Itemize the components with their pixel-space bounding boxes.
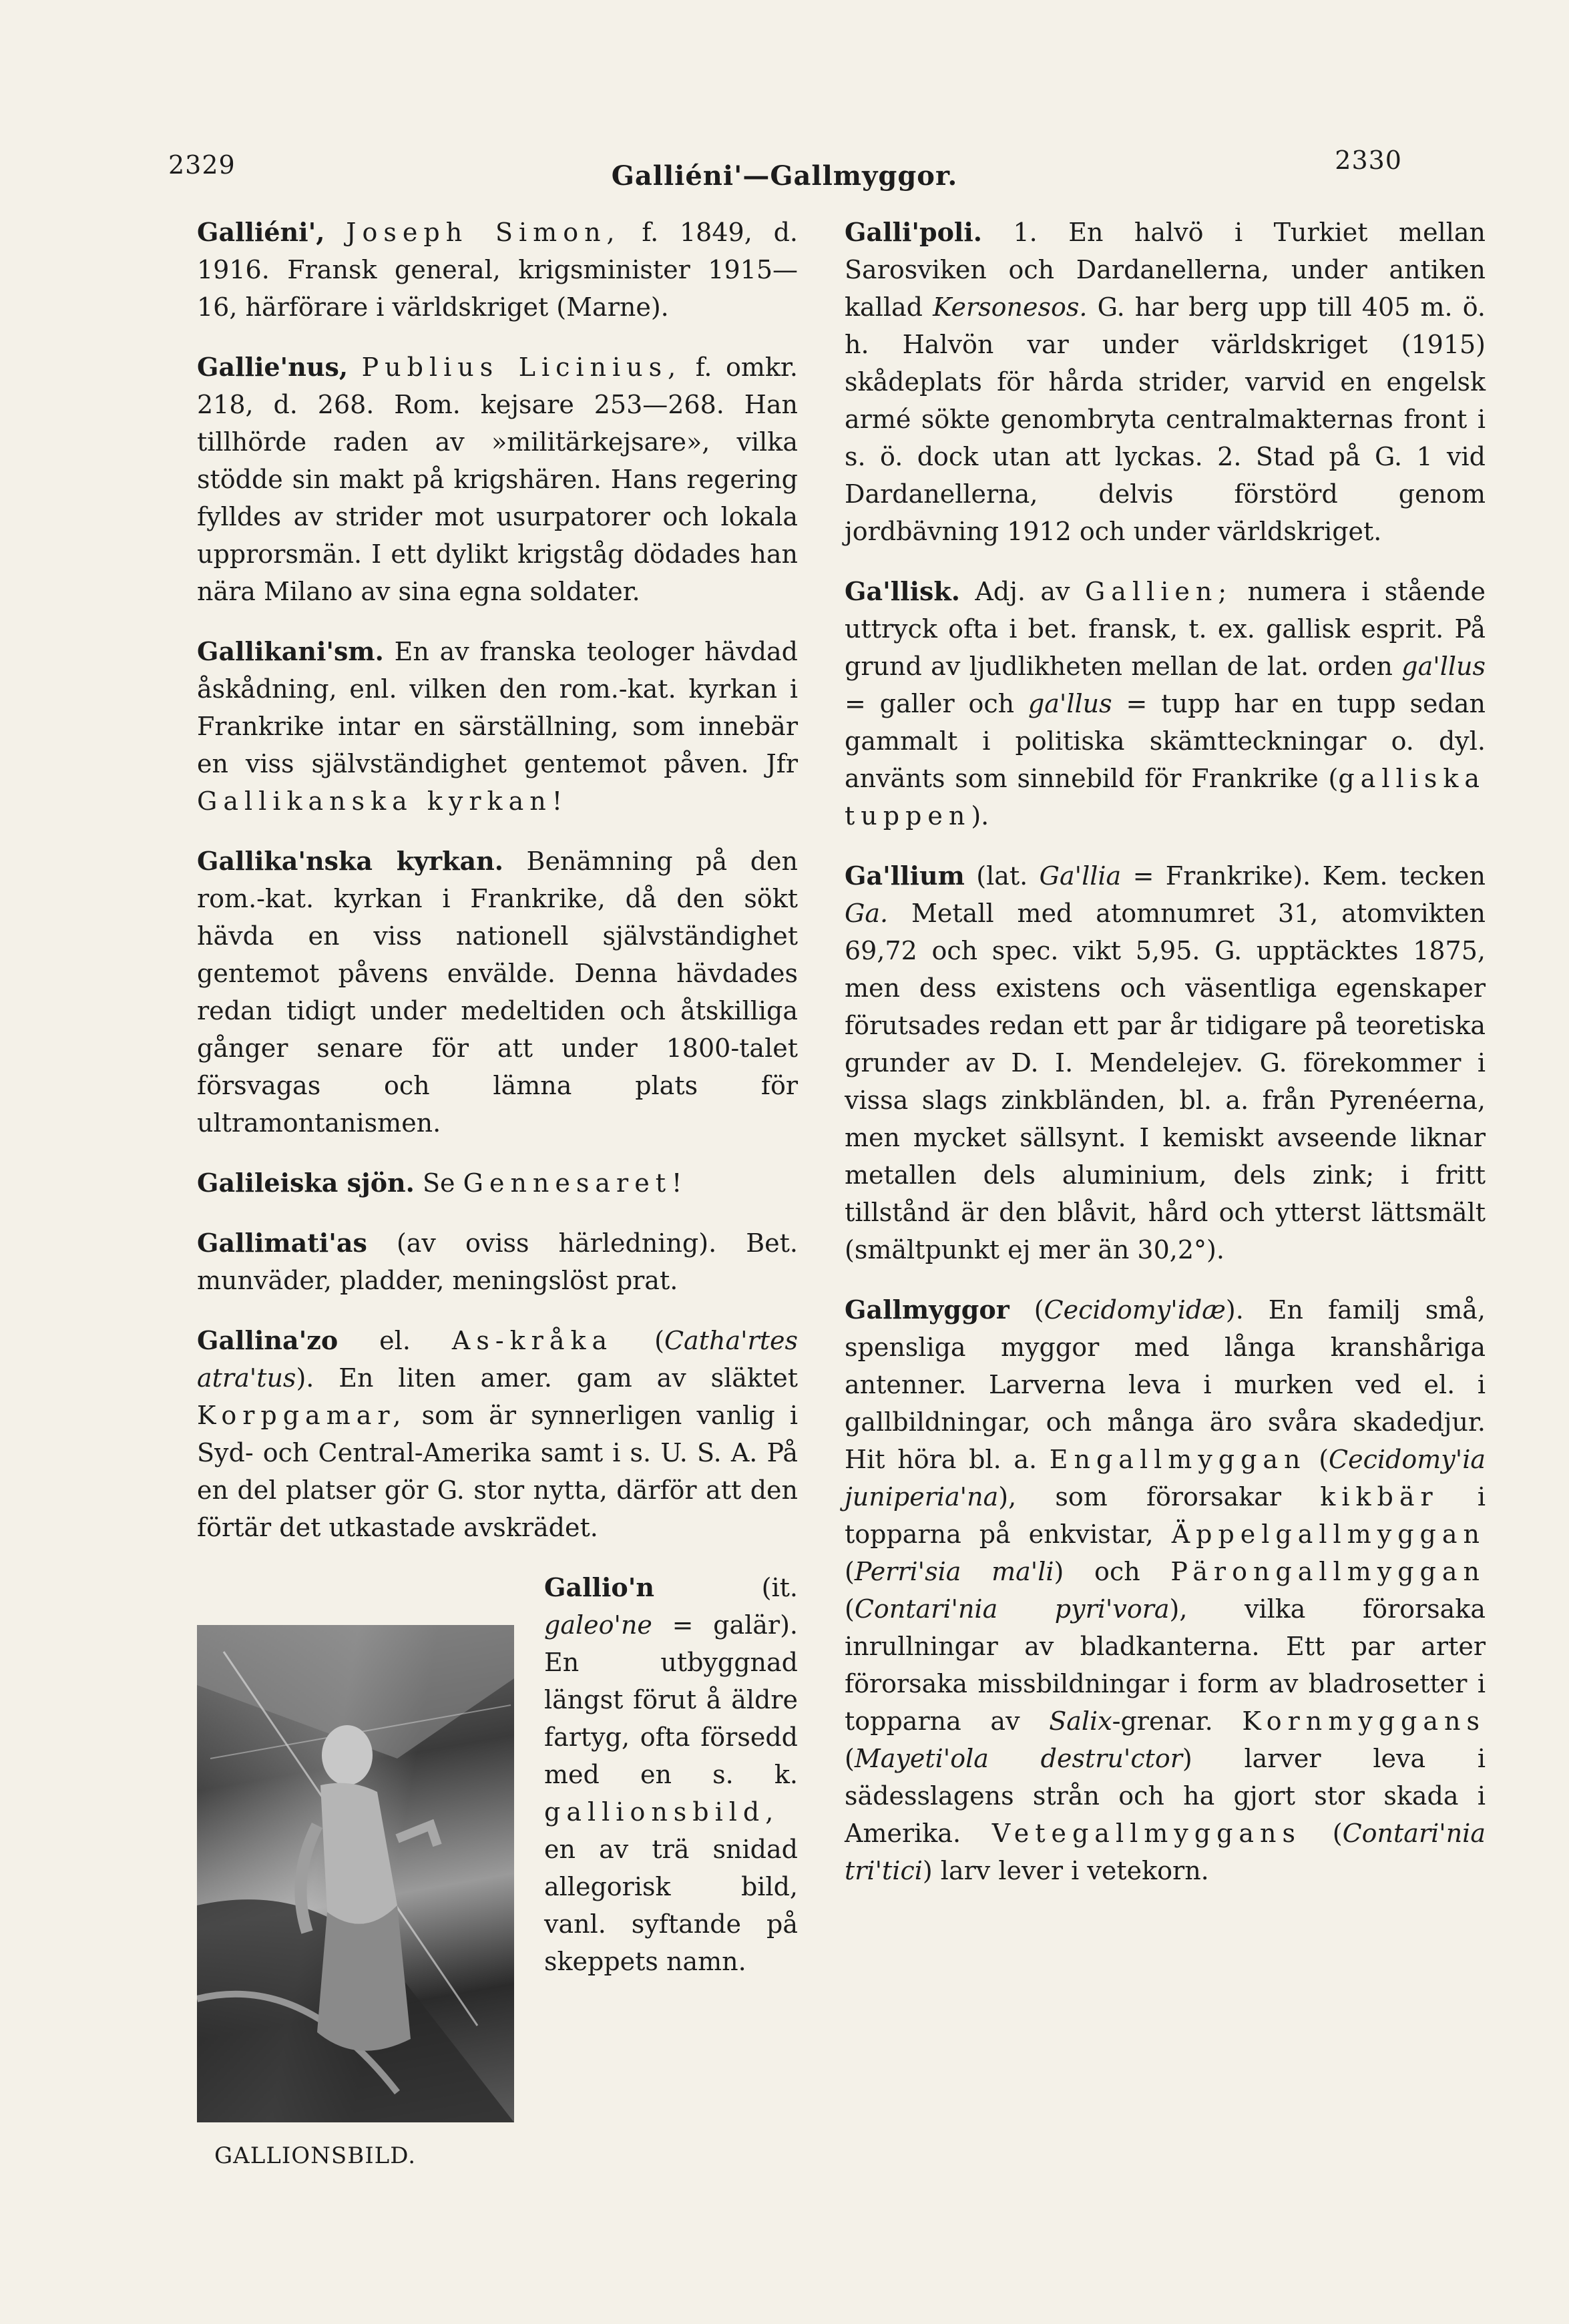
- headword: Gallie'nus,: [197, 352, 349, 382]
- entry-text: (: [1009, 1295, 1044, 1325]
- entry-text: (: [1306, 1445, 1329, 1474]
- headword: Gallika'nska kyrkan.: [197, 846, 503, 876]
- latin-name: Catha'rtes atra'tus: [197, 1326, 798, 1393]
- latin-name: Contari'nia pyri'vora: [854, 1594, 1170, 1624]
- spaced-term: gallionsbild,: [544, 1797, 780, 1827]
- spaced-term: Engallmyggan: [1049, 1445, 1307, 1474]
- headword: Gallikani'sm.: [197, 636, 384, 666]
- spaced-name: Joseph Simon,: [346, 218, 621, 247]
- italic-term: ga'llus: [1028, 689, 1112, 718]
- italic-term: Kersonesos.: [933, 292, 1088, 322]
- entry-text: G. har berg upp till 405 m. ö. h. Halvön var under världskriget (1915) skådeplats för hårda strider, varvid en engelsk armé sökte genombryta centralmakternas front i s. ö. dock utan att lyckas. 2. Stad på G. 1 vid Dardanellerna, delvis förstörd genom jordbävning 1912 och under världskriget.: [845, 292, 1486, 546]
- latin-name: Perri'sia ma'li: [854, 1557, 1054, 1586]
- entry-gallieni: [197, 214, 798, 326]
- latin-name: Cecidomy'idæ: [1044, 1295, 1226, 1325]
- spaced-term: Kornmyggans: [1242, 1706, 1486, 1736]
- italic-term: Ga.: [845, 899, 889, 928]
- spaced-term: galliska tuppen: [845, 764, 1486, 831]
- spaced-term: Pärongallmyggan: [1170, 1557, 1486, 1586]
- headword: Gallina'zo: [197, 1325, 339, 1355]
- entry-text: (: [1301, 1819, 1343, 1848]
- entry-text: = galär). En utbyggnad längst förut å äldre fartyg, ofta försedd med en s. k.: [544, 1610, 798, 1789]
- entry-text: (: [845, 1594, 855, 1624]
- entry-gallmyggor: [845, 1291, 1486, 1889]
- entry-galileiska-sjon: [197, 1164, 798, 1202]
- entry-text: en av trä snidad allegorisk bild, vanl. syftande på skeppets namn.: [544, 1835, 798, 1976]
- spaced-term: Gallien;: [1084, 577, 1233, 606]
- spaced-term: Korpgamar,: [197, 1401, 407, 1430]
- entry-text: ). En liten amer. gam av släktet: [296, 1363, 798, 1393]
- entry-gallinazo: [197, 1322, 798, 1546]
- entry-text: = galler och: [845, 689, 1028, 718]
- entry-text: (lat.: [964, 861, 1040, 891]
- spaced-term: kikbär: [1320, 1482, 1439, 1512]
- italic-term: Ga'llia: [1039, 861, 1122, 891]
- entry-text: ) och: [1054, 1557, 1171, 1586]
- entry-gallikanism: [197, 633, 798, 820]
- entry-gallipoli: [845, 214, 1486, 550]
- headword: Ga'llium: [845, 861, 965, 891]
- headword: Galliéni',: [197, 217, 325, 247]
- cross-reference: Gennesaret!: [463, 1168, 688, 1198]
- entry-text: ). En familj små, spensliga myggor med långa kranshåriga antenner. Larverna leva i murken ved el. i gallbildningar, och många äro svåra skadedjur. Hit höra bl. a.: [845, 1295, 1486, 1474]
- page-number-right: 2330: [1335, 146, 1402, 175]
- headword: Galli'poli.: [845, 217, 983, 247]
- cross-reference: Gallikanska kyrkan!: [197, 786, 568, 816]
- headword: Galileiska sjön.: [197, 1168, 415, 1198]
- left-column: [197, 214, 799, 2169]
- page-running-title: Galliéni'—Gallmyggor.: [611, 160, 958, 192]
- headword: Gallimati'as: [197, 1228, 367, 1258]
- entry-text: 1. En halvö i Turkiet mellan Sarosviken och Dardanellerna, under antiken kallad: [845, 218, 1486, 322]
- page-number-left: 2329: [168, 150, 236, 180]
- entry-text: (it.: [654, 1573, 798, 1602]
- entry-text: Se: [414, 1168, 463, 1198]
- entry-text: = Frankrike). Kem. tecken: [1121, 861, 1486, 891]
- entry-gallisk: [845, 573, 1486, 835]
- entry-text: (av oviss härledning). Bet. munväder, pladder, meningslöst prat.: [197, 1228, 798, 1295]
- entry-text: el.: [338, 1326, 452, 1355]
- entry-text: i topparna på enkvistar,: [845, 1482, 1486, 1549]
- latin-name: Cecidomy'ia juniperia'na: [845, 1445, 1486, 1512]
- figure-caption: GALLIONSBILD.: [214, 2142, 417, 2169]
- right-column: [845, 214, 1486, 1912]
- entry-text: = tupp har en tupp sedan gammalt i politiska skämtteckningar o. dyl. använts som sinnebild för Frankrike (: [845, 689, 1486, 793]
- italic-term: ga'llus: [1401, 652, 1486, 681]
- entry-text: ).: [971, 801, 989, 831]
- headword: Gallio'n: [544, 1572, 654, 1602]
- entry-text: Benämning på den rom.-kat. kyrkan i Frankrike, då den sökt hävda en viss nationell självständighet gentemot påvens envälde. Denna hävdades redan tidigt under medeltiden och åtskilliga gånger senare för att under 1800-talet försvagas och lämna plats för ultramontanismen.: [197, 847, 799, 1138]
- entry-text: En av franska teologer hävdad åskådning, enl. vilken den rom.-kat. kyrkan i Frankrike intar en särställning, som innebär en viss självständighet gentemot påven. Jfr: [197, 637, 798, 778]
- entry-text: f. 1849, d. 1916. Fransk general, krigsminister 1915—16, härförare i världskriget (Marne).: [197, 218, 798, 322]
- entry-text: (: [613, 1326, 664, 1355]
- italic-term: galeo'ne: [544, 1610, 652, 1640]
- entry-text: (: [845, 1557, 855, 1586]
- entry-text: Adj. av: [959, 577, 1085, 606]
- headword: Ga'llisk.: [845, 576, 960, 606]
- entry-text: numera i stående uttryck ofta i bet. fransk, t. ex. gallisk esprit. På grund av ljudlikheten mellan de lat. orden: [845, 577, 1486, 681]
- entry-text: ), som förorsakar: [998, 1482, 1321, 1512]
- latin-name: Contari'nia tri'tici: [845, 1819, 1486, 1885]
- figurehead-illustration: [197, 1572, 524, 2169]
- entry-gallienus: [197, 348, 798, 610]
- entry-gallikanska-kyrkan: [197, 843, 798, 1142]
- photo-shapes: [197, 1625, 514, 2122]
- latin-name: Salix: [1049, 1706, 1112, 1736]
- entry-text: (: [845, 1744, 855, 1773]
- spaced-name: Publius Licinius,: [361, 353, 682, 382]
- entry-text: f. omkr. 218, d. 268. Rom. kejsare 253—268. Han tillhörde raden av »militärkejsare», vilka stödde sin makt på krigshären. Hans regering fylldes av strider mot usurpatorer och lokala upprorsmän. I ett dylikt krigståg dödades han nära Milano av sina egna soldater.: [197, 353, 798, 606]
- entry-gallimatias: [197, 1224, 798, 1299]
- entry-text: ) larv lever i vetekorn.: [922, 1856, 1209, 1885]
- entry-gallium: [845, 857, 1486, 1268]
- spaced-term: Äppelgallmyggan: [1171, 1520, 1486, 1549]
- entry-text: ) larver leva i sädesslagens strån och ha gjort stor skada i Amerika.: [845, 1744, 1486, 1848]
- entry-text: ), vilka förorsaka inrullningar av bladkanterna. Ett par arter förorsaka missbildningar i form av bladrosetter i topparna av: [845, 1594, 1486, 1736]
- spaced-term: As-kråka: [451, 1326, 614, 1355]
- entry-text: -grenar.: [1112, 1706, 1243, 1736]
- figurehead-photo: [197, 1625, 514, 2122]
- headword: Gallmyggor: [845, 1295, 1010, 1325]
- latin-name: Mayeti'ola destru'ctor: [854, 1744, 1182, 1773]
- entry-text: Metall med atomnumret 31, atomvikten 69,72 och spec. vikt 5,95. G. upptäcktes 1875, men dess existens och väsentliga egenskaper förutsades redan ett par år tidigare på teoretiska grunder av D. I. Mendelejev. G. förekommer i vissa slags zinkbländen, bl. a. från Pyrenéerna, men mycket sällsynt. I kemiskt avseende liknar metallen dels aluminium, dels zink; i fritt tillstånd är den blåvit, hård och ytterst lättsmält (smältpunkt ej mer än 30,2°).: [845, 899, 1486, 1264]
- entry-text: som är synnerligen vanlig i Syd- och Central-Amerika samt i s. U. S. A. På en del platser gör G. stor nytta, därför att den förtär det utkastade avskrädet.: [197, 1401, 798, 1542]
- spaced-term: Vetegallmyggans: [991, 1819, 1302, 1848]
